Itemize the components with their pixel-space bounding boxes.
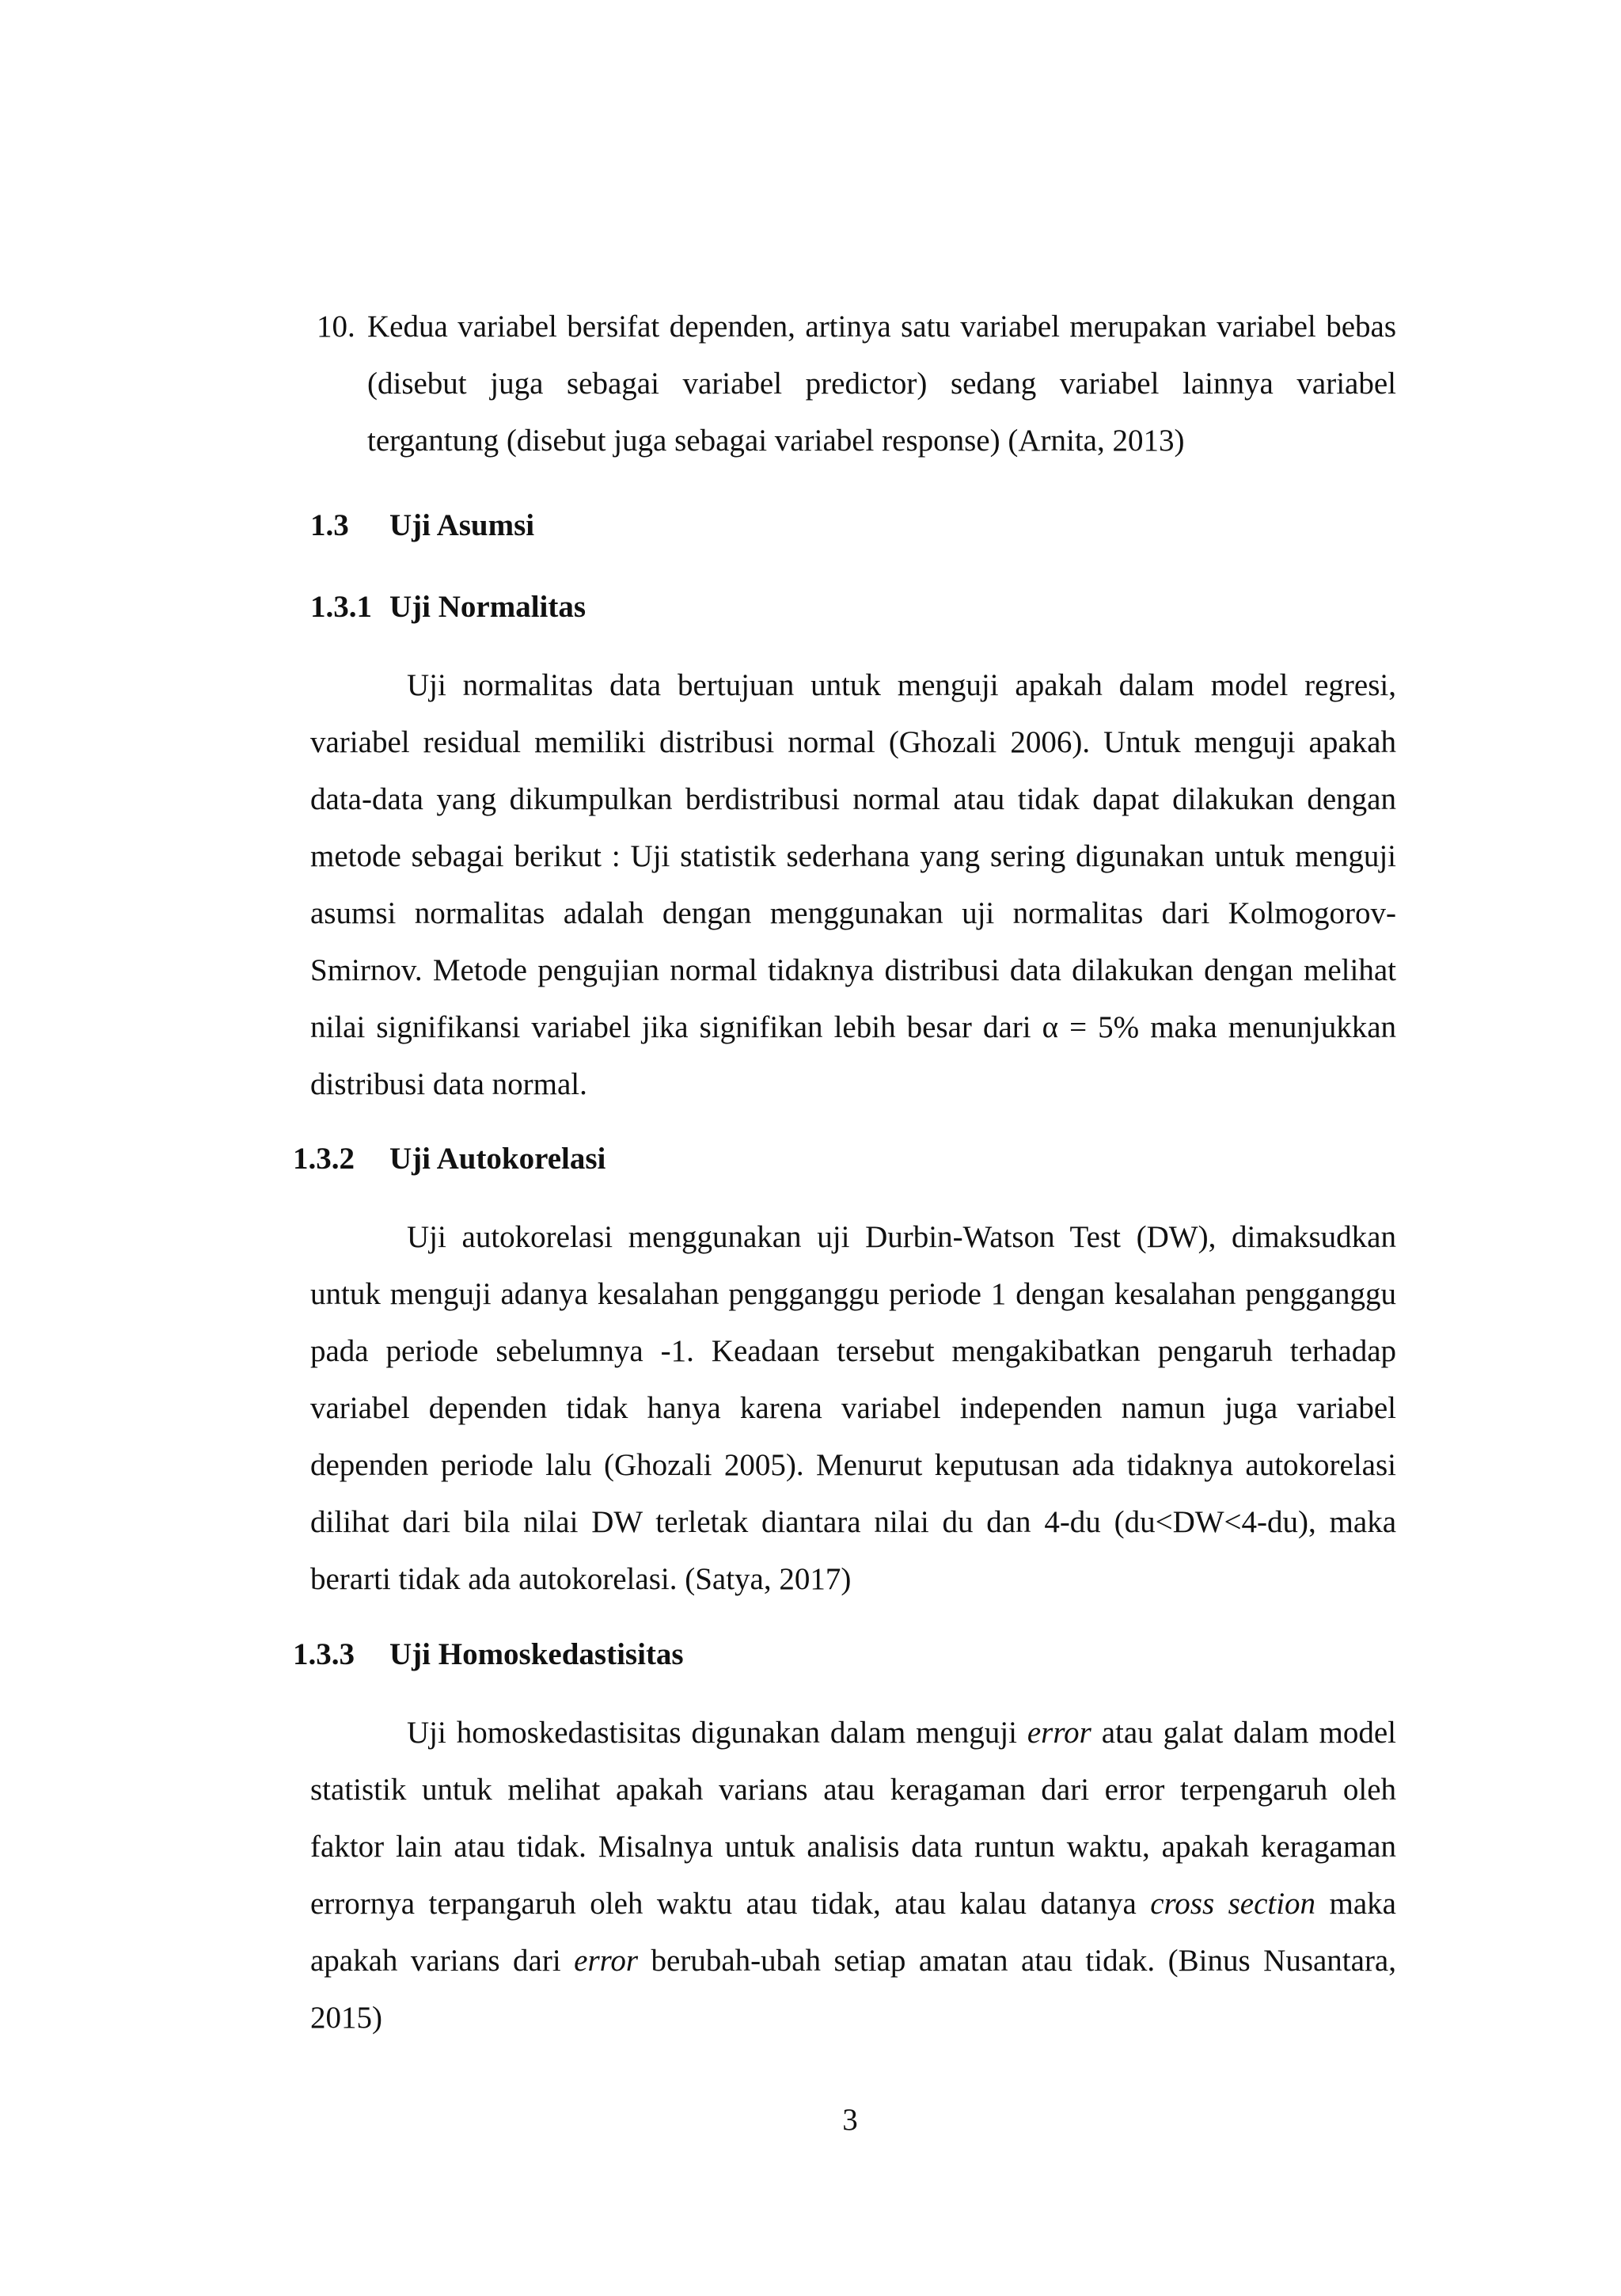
paragraph-text: atau galat dalam model statistik untuk melihat apakah varians atau keragaman dari error terpengaruh oleh faktor lain atau tidak. Misalnya untuk analisis data runtun waktu, apakah keragaman errornya terpangaruh oleh waktu atau tidak, atau kalau datanya: [310, 1716, 1396, 1921]
section-title: Uji Autokorelasi: [389, 1142, 606, 1176]
section-number: 1.3.2: [293, 1142, 355, 1176]
section-heading-1-3: [310, 497, 535, 554]
paragraph-autokorelasi: Uji autokorelasi menggunakan uji Durbin-Watson Test (DW), dimaksudkan untuk menguji adanya kesalahan pengganggu periode 1 dengan kesalahan pengganggu pada periode sebelumnya -1. Keadaan tersebut mengakibatkan pengaruh terhadap variabel dependen tidak hanya karena variabel independen namun juga variabel dependen periode lalu (Ghozali 2005). Menurut keputusan ada tidaknya autokorelasi dilihat dari bila nilai DW terletak diantara nilai du dan 4-du (du<DW<4-du), maka berarti tidak ada autokorelasi. (Satya, 2017): [310, 1220, 1396, 1596]
paragraph-text: berubah-ubah setiap amatan atau tidak. (Binus Nusantara, 2015): [310, 1944, 1396, 2035]
section-number: 1.3.3: [293, 1637, 355, 1671]
emphasis-cross-section: cross section: [1150, 1887, 1316, 1921]
emphasis-error: error: [1027, 1716, 1091, 1750]
page-number: 3: [842, 2103, 858, 2137]
paragraph-homoskedastisitas: [310, 1705, 1396, 2047]
section-number: 1.3: [310, 508, 349, 542]
paragraph-text: Uji homoskedastisitas digunakan dalam menguji: [407, 1716, 1027, 1750]
emphasis-error: error: [574, 1944, 639, 1978]
list-item-10: [317, 298, 1396, 469]
section-title: Uji Normalitas: [389, 590, 587, 624]
list-item-number: 10.: [317, 310, 355, 344]
paragraph-text: maka apakah varians dari: [310, 1887, 1396, 1978]
section-title: Uji Asumsi: [389, 508, 535, 542]
section-title: Uji Homoskedastisitas: [389, 1637, 684, 1671]
list-item-text: Kedua variabel bersifat dependen, artinya satu variabel merupakan variabel bebas (disebut juga sebagai variabel predictor) sedang variabel lainnya variabel tergantung (disebut juga sebagai variabel response) (Arnita, 2013): [367, 310, 1396, 458]
section-heading-1-3-1: [310, 579, 587, 636]
paragraph-normalitas: Uji normalitas data bertujuan untuk menguji apakah dalam model regresi, variabel residual memiliki distribusi normal (Ghozali 2006). Untuk menguji apakah data-data yang dikumpulkan berdistribusi normal atau tidak dapat dilakukan dengan metode sebagai berikut : Uji statistik sederhana yang sering digunakan untuk menguji asumsi normalitas adalah dengan menggunakan uji normalitas dari Kolmogorov-Smirnov. Metode pengujian normal tidaknya distribusi data dilakukan dengan melihat nilai signifikansi variabel jika signifikan lebih besar dari α = 5% maka menunjukkan distribusi data normal.: [310, 668, 1396, 1101]
section-heading-1-3-2: [293, 1131, 606, 1188]
section-heading-1-3-3: [293, 1626, 684, 1683]
section-number: 1.3.1: [310, 590, 372, 624]
